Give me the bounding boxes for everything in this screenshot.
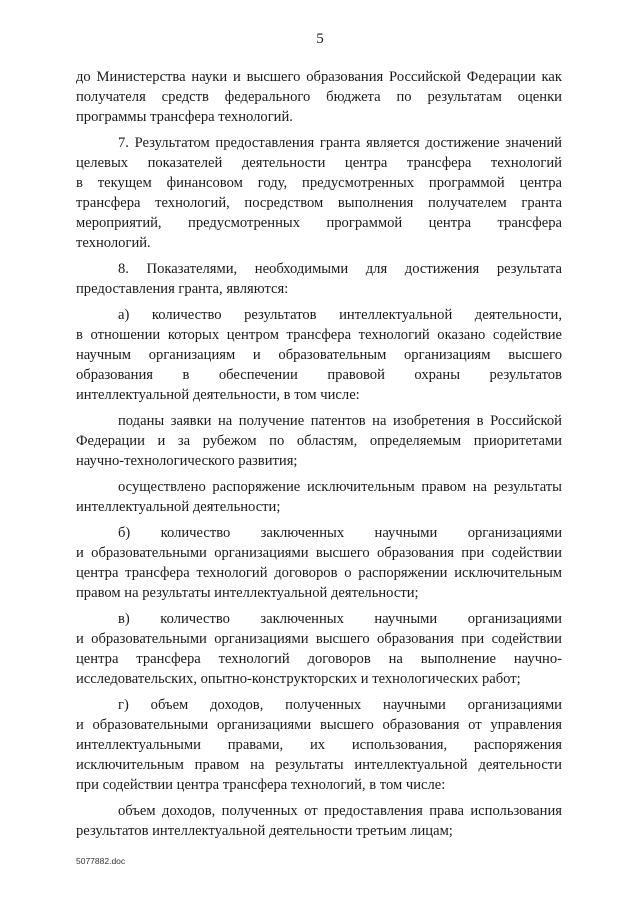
text-line: исследовательских, опытно-конструкторских и технологических работ; [76,671,521,687]
text-line: научным организациям и образовательным организациям высшего [76,347,562,363]
text-line: получателя средств федерального бюджета по результатам оценки [76,89,562,105]
text-line: до Министерства науки и высшего образования Российской Федерации как [76,69,562,85]
text-line: технологий. [76,235,151,251]
text-line: Федерации и за рубежом по областям, определяемым приоритетами [76,433,562,449]
text-line: трансфера технологий, посредством выполнения получателем гранта [76,195,562,211]
text-line: а) количество результатов интеллектуальной деятельности, [118,307,562,323]
text-line: научно-технологического развития; [76,453,298,469]
text-line: центра трансфера технологий договоров о распоряжении исключительным [76,565,562,581]
text-line: осуществлено распоряжение исключительным правом на результаты [118,479,562,495]
text-line: в) количество заключенных научными организациями [118,611,562,627]
text-line: образования в обеспечении правовой охраны результатов [76,367,562,383]
text-line: б) количество заключенных научными организациями [118,525,562,541]
text-line: и образовательными организациями высшего образования от управления [76,717,562,733]
text-line: поданы заявки на получение патентов на изобретения в Российской [118,413,562,429]
document-filename: 5077882.doc [76,856,126,866]
text-line: результатов интеллектуальной деятельности третьим лицам; [76,823,453,839]
text-line: центра трансфера технологий договоров на выполнение научно- [76,651,562,667]
text-line: программы трансфера технологий. [76,109,293,125]
text-line: целевых показателей деятельности центра трансфера технологий [76,155,562,171]
text-line: 7. Результатом предоставления гранта является достижение значений [118,135,562,151]
text-line: г) объем доходов, полученных научными организациями [118,697,562,713]
text-line: в текущем финансовом году, предусмотренных программой центра [76,175,562,191]
text-line: предоставления гранта, являются: [76,281,289,297]
text-line: интеллектуальными правами, их использования, распоряжения [76,737,562,753]
text-line: правом на результаты интеллектуальной деятельности; [76,585,419,601]
page-number: 5 [316,31,324,47]
text-line: 8. Показателями, необходимыми для достижения результата [118,261,562,277]
text-line: исключительным правом на результаты интеллектуальной деятельности [76,757,562,773]
text-line: мероприятий, предусмотренных программой центра трансфера [76,215,562,231]
text-line: при содействии центра трансфера технологий, в том числе: [76,777,446,793]
text-line: в отношении которых центром трансфера технологий оказано содействие [76,327,562,343]
text-line: и образовательными организациями высшего образования при содействии [76,631,562,647]
document-body [76,67,562,841]
text-line: объем доходов, полученных от предоставления права использования [118,803,562,819]
text-line: и образовательными организациями высшего образования при содействии [76,545,562,561]
text-line: интеллектуальной деятельности; [76,499,281,515]
text-line: интеллектуальной деятельности, в том числе: [76,387,360,403]
